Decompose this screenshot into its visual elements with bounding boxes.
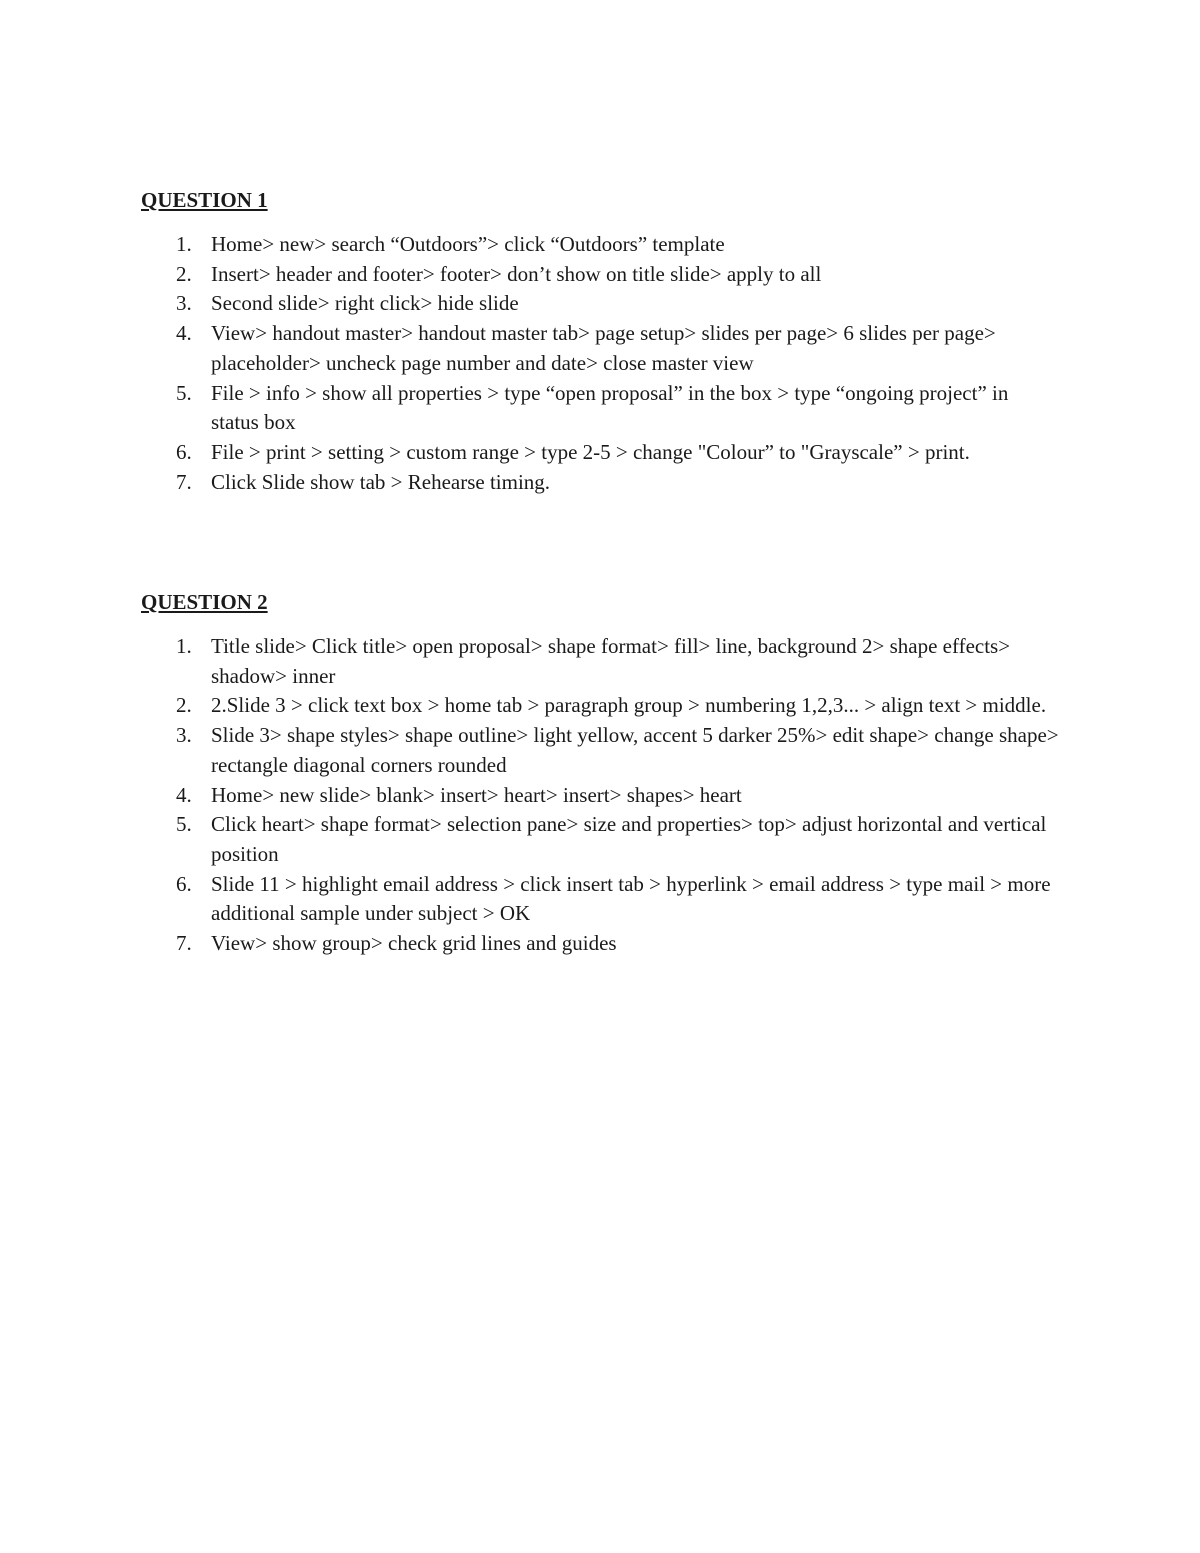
list-number: 1. xyxy=(176,634,192,658)
list-item xyxy=(141,810,1061,869)
list-number: 3. xyxy=(176,291,192,316)
list-item xyxy=(141,468,1061,498)
list-number: 1. xyxy=(176,232,192,256)
question-2-steps xyxy=(141,632,1061,959)
question-1-heading: QUESTION 1 xyxy=(141,188,268,212)
list-item xyxy=(141,632,1061,691)
step-text: Home> new slide> blank> insert> heart> insert> shapes> heart xyxy=(211,782,742,807)
list-item xyxy=(141,379,1061,438)
list-item xyxy=(141,929,1061,959)
list-number: 7. xyxy=(176,469,192,494)
step-text: View> show group> check grid lines and guides xyxy=(211,931,617,956)
question-1-section xyxy=(141,186,1061,497)
list-item xyxy=(141,781,1061,811)
list-number: 5. xyxy=(176,380,192,405)
question-2-heading: QUESTION 2 xyxy=(141,590,268,614)
step-text: Click heart> shape format> selection pane> size and properties> top> adjust horizontal and vertical position xyxy=(211,812,1047,866)
list-number: 5. xyxy=(176,812,192,837)
step-text: File > print > setting > custom range > type 2-5 > change "Colour” to "Grayscale” > print. xyxy=(211,439,970,464)
list-item xyxy=(141,438,1061,468)
list-number: 6. xyxy=(176,871,192,896)
step-text: Slide 11 > highlight email address > click insert tab > hyperlink > email address > type mail > more additional sample under subject > OK xyxy=(211,871,1051,926)
list-number: 2. xyxy=(176,261,192,286)
step-text: File > info > show all properties > type “open proposal” in the box > type “ongoing project” in status box xyxy=(211,380,1009,435)
list-item xyxy=(141,319,1061,378)
question-2-section xyxy=(141,588,1061,959)
list-item xyxy=(141,870,1061,929)
step-text: Second slide> right click> hide slide xyxy=(211,291,519,316)
list-item xyxy=(141,230,1061,260)
step-text: Title slide> Click title> open proposal> shape format> fill> line, background 2> shape effects> shadow> inner xyxy=(211,634,1011,688)
list-number: 6. xyxy=(176,439,192,464)
step-text: View> handout master> handout master tab> page setup> slides per page> 6 slides per page> placeholder> uncheck page number and date> close master view xyxy=(211,321,996,375)
step-text: Slide 3> shape styles> shape outline> light yellow, accent 5 darker 25%> edit shape> change shape> rectangle diagonal corners rounded xyxy=(211,723,1059,777)
list-item xyxy=(141,289,1061,319)
list-item xyxy=(141,721,1061,780)
list-number: 3. xyxy=(176,723,192,748)
list-number: 4. xyxy=(176,782,192,807)
step-text: 2.Slide 3 > click text box > home tab > paragraph group > numbering 1,2,3... > align text > middle. xyxy=(211,693,1047,718)
step-text: Click Slide show tab > Rehearse timing. xyxy=(211,469,551,494)
list-item xyxy=(141,260,1061,290)
list-number: 7. xyxy=(176,931,192,956)
question-1-steps xyxy=(141,230,1061,497)
list-item xyxy=(141,691,1061,721)
list-number: 4. xyxy=(176,321,192,346)
step-text: Insert> header and footer> footer> don’t show on title slide> apply to all xyxy=(211,261,822,286)
step-text: Home> new> search “Outdoors”> click “Outdoors” template xyxy=(211,232,725,256)
list-number: 2. xyxy=(176,693,192,718)
